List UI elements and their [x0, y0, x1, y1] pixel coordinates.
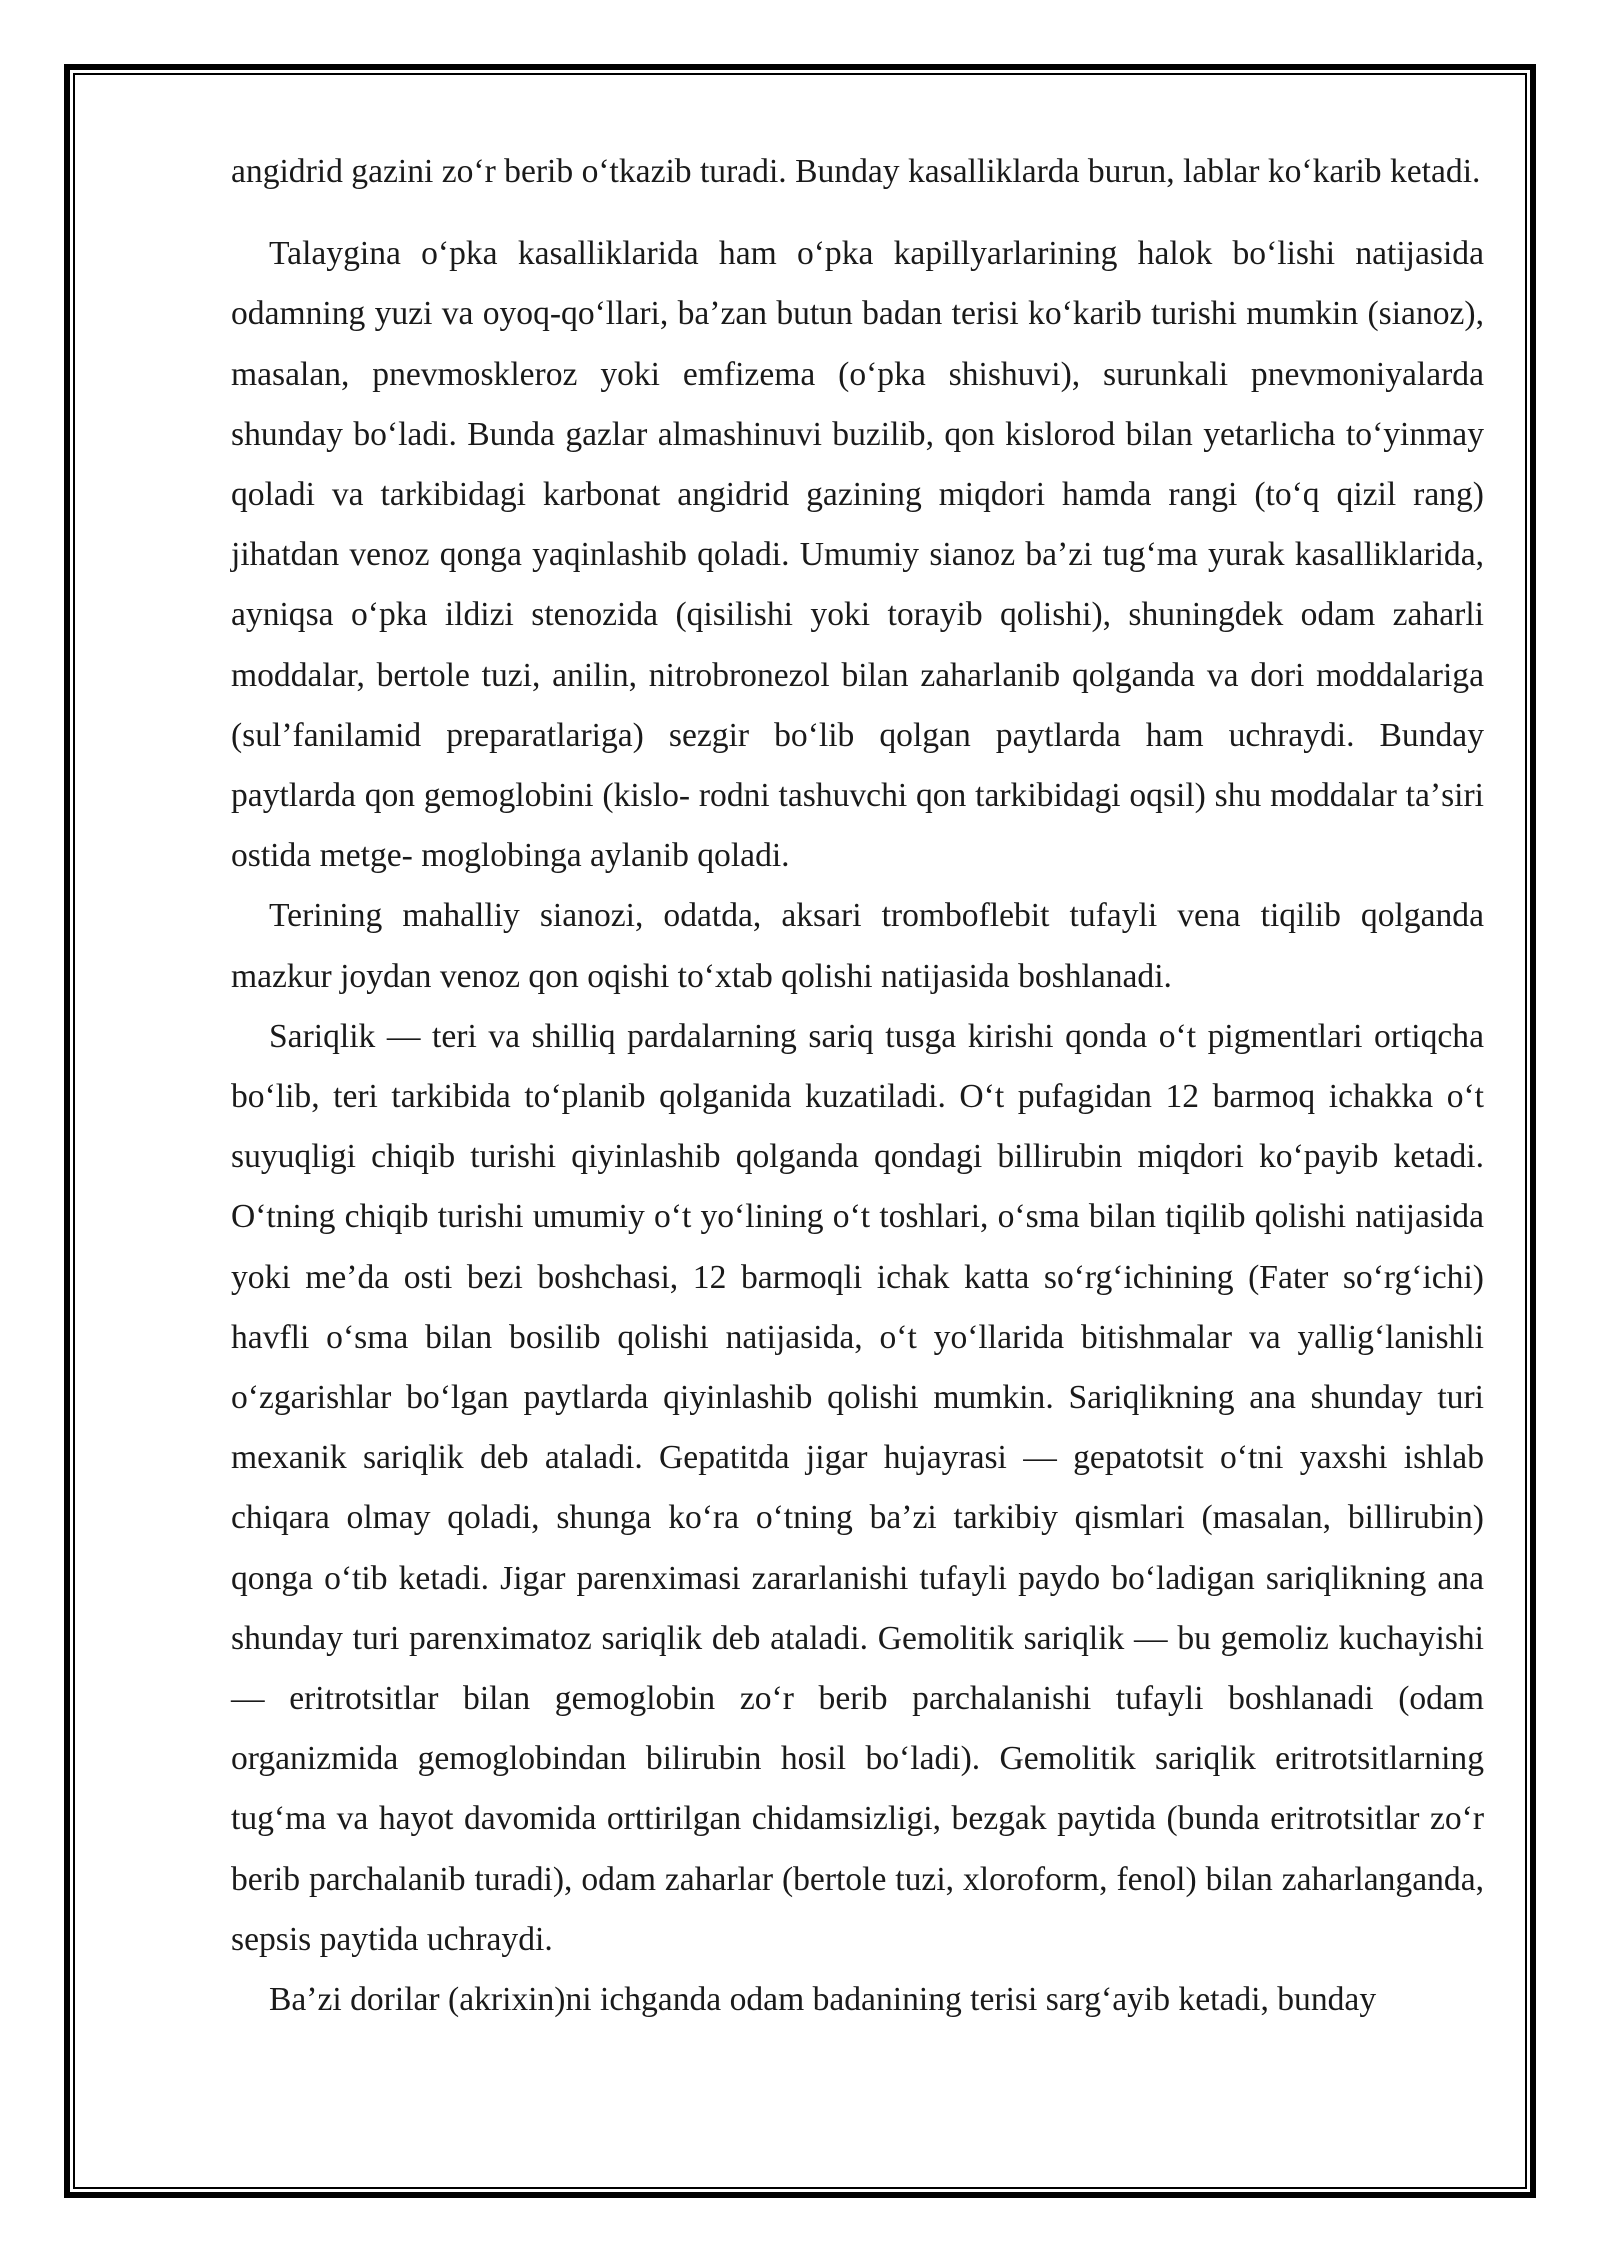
paragraph-5: Baʼzi dorilar (akrixin)ni ichganda odam badanining terisi sargʻayib ketadi, bunday [269, 1981, 1377, 2019]
paragraph-1: angidrid gazini zoʻr berib oʻtkazib turadi. Bunday kasalliklarda burun, lablar koʻkarib ketadi. [231, 153, 1481, 190]
paragraph-3: Terining mahalliy sianozi, odatda, aksari tromboflebit tufayli vena tiqilib qolganda mazkur joydan venoz qon oqishi toʻxtab qolishi natijasida boshlanadi. [231, 897, 1484, 995]
document-body [231, 142, 1484, 2030]
paragraph-4: Sariqlik — teri va shilliq pardalarning sariq tusga kirishi qonda oʻt pigmentlari ortiqcha boʻlib, teri tarkibida toʻplanib qolganida kuzatiladi. Oʻt pufagidan 12 barmoq ichakka oʻt suyuqligi chiqib turishi qiyinlashib qolganda qondagi billirubin miqdori koʻpayib ketadi. Oʻtning chiqib turishi umumiy oʻt yoʻlining oʻt toshlari, oʻsma bilan tiqilib qolishi natijasida yoki meʼda osti bezi boshchasi, 12 barmoqli ichak katta soʻrgʻichining (Fater soʻrgʻichi) havfli oʻsma bilan bosilib qolishi natijasida, oʻt yoʻllarida bitishmalar va yalligʻlanishli oʻzgarishlar boʻlgan paytlarda qiyinlashib qolishi mumkin. Sariqlikning ana shunday turi mexanik sariqlik deb ataladi. Gepatitda jigar hujayrasi — gepatotsit oʻtni yaxshi ishlab chiqara olmay qoladi, shunga koʻra oʻtning baʼzi tarkibiy qismlari (masalan, billirubin) qonga oʻtib ketadi. Jigar parenximasi zararlanishi tufayli paydo boʻladigan sariqlikning ana shunday turi parenximatoz sariqlik deb ataladi. Gemolitik sariqlik — bu gemoliz kuchayishi — eritrotsitlar bilan gemoglobin zoʻr berib parchalanishi tufayli boshlanadi (odam organizmida gemoglobindan bilirubin hosil boʻladi). Gemolitik sariqlik eritrotsitlarning tugʻma va hayot davomida orttirilgan chidamsizligi, bezgak paytida (bunda eritrotsitlar zoʻr berib parchalanib turadi), odam zaharlar (bertole tuzi, xloroform, fenol) bilan zaharlanganda, sepsis paytida uchraydi. [231, 1017, 1484, 1958]
paragraph-2: Talaygina oʻpka kasalliklarida ham oʻpka kapillyarlarining halok boʻlishi natijasida odamning yuzi va oyoq-qoʻllari, baʼzan butun badan terisi koʻkarib turishi mumkin (sianoz), masalan, pnevmoskleroz yoki emfizema (oʻpka shishuvi), surunkali pnevmoniyalarda shunday boʻladi. Bunda gazlar almashinuvi buzilib, qon kislorod bilan yetarlicha toʻyinmay qoladi va tarkibidagi karbonat angidrid gazining miqdori hamda rangi (toʻq qizil rang) jihatdan venoz qonga yaqinlashib qoladi. Umumiy sianoz baʼzi tugʻma yurak kasalliklarida, ayniqsa oʻpka ildizi stenozida (qisilishi yoki torayib qolishi), shuningdek odam zaharli moddalar, bertole tuzi, anilin, nitrobronezol bilan zaharlanib qolganda va dori moddalariga (sulʼfanilamid preparatlariga) sezgir boʻlib qolgan paytlarda ham uchraydi. Bunday paytlarda qon gemoglobini (kislo- rodni tashuvchi qon tarkibidagi oqsil) shu moddalar taʼsiri ostida metge- moglobinga aylanib qoladi. [231, 235, 1484, 875]
